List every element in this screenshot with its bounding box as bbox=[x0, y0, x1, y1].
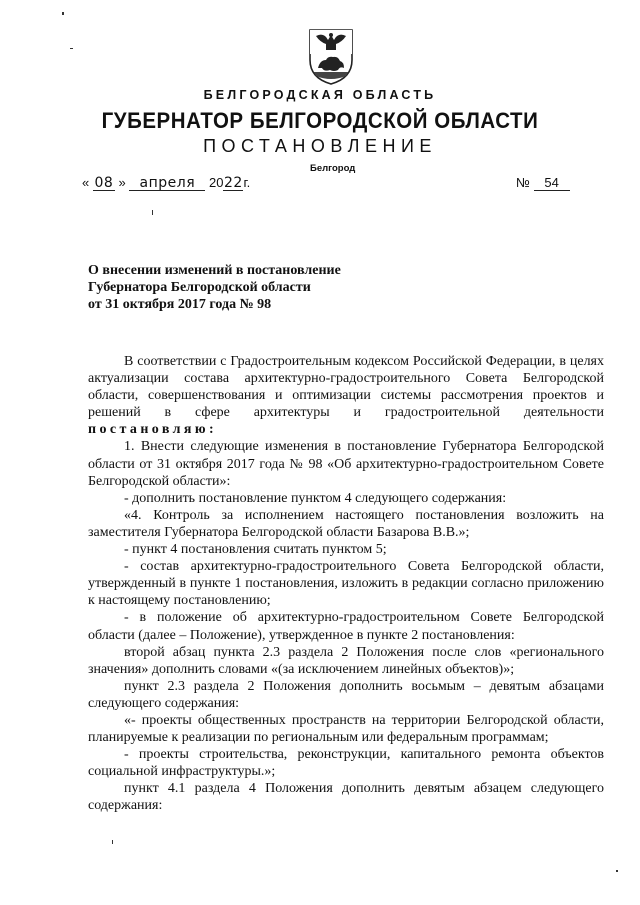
body-paragraph: - проекты строительства, реконструкции, капитального ремонта объектов социальной инфраструктуры.»; bbox=[88, 747, 604, 780]
coat-of-arms-icon bbox=[306, 24, 356, 86]
subject-line: Губернатора Белгородской области bbox=[88, 280, 311, 295]
document-type: ПОСТАНОВЛЕНИЕ bbox=[203, 136, 437, 156]
scan-speck bbox=[616, 870, 618, 872]
body-paragraph: второй абзац пункта 2.3 раздела 2 Положения после слов «регионального значения» дополнить словами «(за исключением линейных объектов)»; bbox=[88, 644, 604, 677]
date-year-unit: г. bbox=[243, 175, 251, 190]
body-paragraph: пункт 4.1 раздела 4 Положения дополнить девятым абзацем следующего содержания: bbox=[88, 781, 604, 814]
number-value: 54 bbox=[534, 176, 570, 191]
body-paragraph: - в положение об архитектурно-градостроительном Совете Белгородской области (далее – Положение), утвержденное в пункте 2 постановления: bbox=[88, 610, 604, 643]
date-open-quote: « bbox=[82, 175, 90, 190]
number-label: № bbox=[516, 175, 530, 190]
body-paragraph: 1. Внести следующие изменения в постановление Губернатора Белгородской области от 31 октября 2017 года № 98 «Об архитектурно-градостроительном Совете Белгородской области»: bbox=[88, 439, 604, 489]
date-year-suffix: 22 bbox=[224, 175, 243, 191]
document-subject bbox=[88, 262, 448, 313]
scan-speck bbox=[70, 48, 73, 49]
subject-line: О внесении изменений в постановление bbox=[88, 263, 341, 278]
document-body bbox=[88, 353, 604, 815]
date-day: 08 bbox=[94, 175, 114, 191]
date-month: апреля bbox=[129, 176, 205, 191]
body-paragraph: пункт 2.3 раздела 2 Положения дополнить восьмым – девятым абзацами следующего содержания: bbox=[88, 678, 604, 711]
subject-line: от 31 октября 2017 года № 98 bbox=[88, 297, 272, 312]
scan-speck bbox=[112, 840, 113, 844]
scan-speck bbox=[152, 210, 153, 215]
body-paragraph: - пункт 4 постановления считать пунктом 5; bbox=[124, 542, 387, 558]
resolve-word: постановляю: bbox=[88, 422, 218, 438]
body-paragraph: - состав архитектурно-градостроительного Совета Белгородской области, утвержденный в пункте 1 постановления, изложить в редакции согласно приложению к настоящему постановлению; bbox=[88, 559, 604, 609]
date-year-prefix: 20 bbox=[208, 175, 224, 190]
date-line bbox=[82, 175, 250, 191]
city-name: Белгород bbox=[310, 163, 356, 174]
body-paragraph: «- проекты общественных пространств на территории Белгородской области, планируемые к реализации по региональным или федеральным программам; bbox=[88, 712, 604, 746]
number-line bbox=[516, 175, 570, 191]
region-name: БЕЛГОРОДСКАЯ ОБЛАСТЬ bbox=[203, 88, 437, 102]
authority-title: ГУБЕРНАТОР БЕЛГОРОДСКОЙ ОБЛАСТИ bbox=[101, 108, 539, 133]
body-paragraph: «4. Контроль за исполнением настоящего постановления возложить на заместителя Губернатора Белгородской области Базарова В.В.»; bbox=[88, 507, 604, 540]
scan-speck bbox=[62, 12, 64, 15]
body-paragraph: В соответствии с Градостроительным кодексом Российской Федерации, в целях актуализации состава архитектурно-градостроительного Совета Белгородской области, совершенствования и оптимизации системы рассмотрения проектов и решений в сфере архитектуры и градостроительной деятельности bbox=[88, 354, 604, 421]
body-paragraph: - дополнить постановление пунктом 4 следующего содержания: bbox=[124, 490, 507, 506]
date-close-quote: » bbox=[118, 175, 126, 190]
